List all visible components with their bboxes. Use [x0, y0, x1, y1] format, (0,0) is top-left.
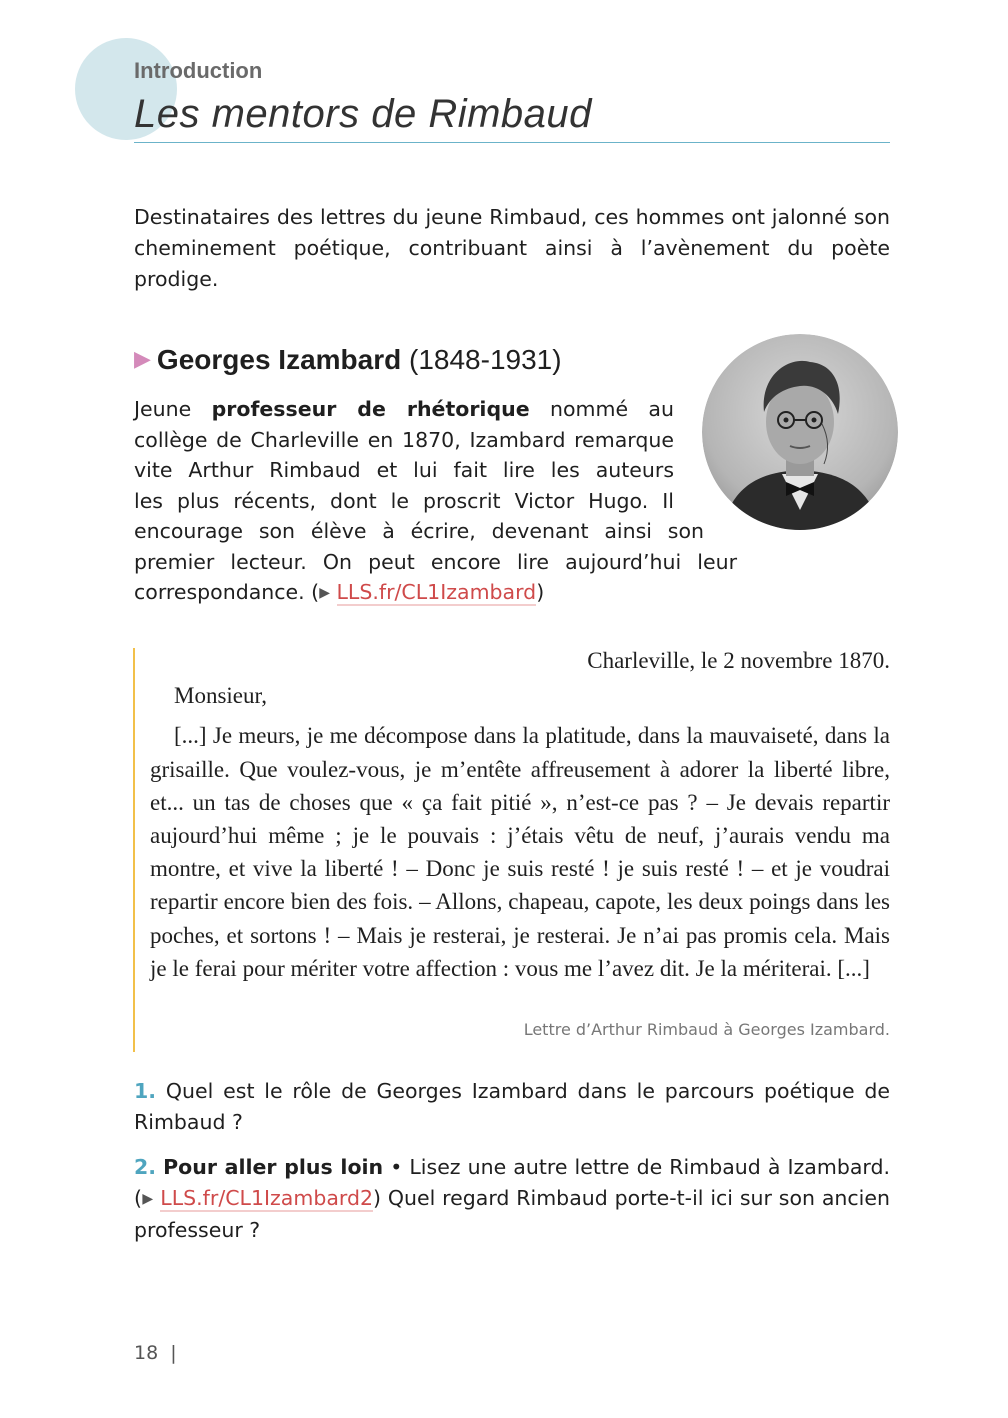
letter-salutation: Monsieur, [174, 683, 267, 709]
mentor-bio [134, 394, 737, 609]
bio-text: nommé au [529, 397, 674, 421]
bio-line: encourage son élève à écrire, devenant ainsi son [134, 519, 704, 543]
question-separator: • [383, 1155, 410, 1179]
mentor-dates: (1848-1931) [409, 344, 562, 375]
title-divider [134, 142, 890, 143]
bio-line [134, 577, 737, 609]
bio-text: correspondance. ( [134, 580, 320, 604]
bio-text: ) [536, 580, 545, 604]
question-text: ) Quel regard Rimbaud porte-t-il ici sur son ancien professeur ? [134, 1186, 890, 1242]
questions [134, 1076, 890, 1260]
question-text: Quel est le rôle de Georges Izambard dans le parcours poétique de Rimbaud ? [134, 1079, 890, 1134]
play-triangle-icon: ▶ [134, 346, 151, 371]
question-item [134, 1076, 890, 1138]
letter-source: Lettre d’Arthur Rimbaud à Georges Izambard. [523, 1020, 890, 1039]
letter-excerpt [150, 644, 890, 985]
question-text: Lisez une autre lettre de Rimbaud à Izambard. ( [134, 1155, 890, 1210]
letter-date: Charleville, le 2 novembre 1870. [587, 648, 890, 673]
bio-bold-text: professeur de rhétorique [211, 397, 530, 421]
page-separator: | [170, 1342, 177, 1364]
bio-line: vite Arthur Rimbaud et lui fait lire les auteurs [134, 458, 674, 482]
question-bold: Pour aller plus loin [163, 1155, 384, 1179]
bio-line: les plus récents, dont le proscrit Victor Hugo. Il [134, 488, 674, 513]
section-label: Introduction [134, 58, 263, 83]
letter-body: [...] Je meurs, je me décompose dans la platitude, dans la mauvaiseté, dans la grisaille. Que voulez-vous, je m’entête affreusement à adorer la liberté libre, et... un tas de choses que « ça fait pitié », n’est-ce pas ? – Je devais repartir aujourd’hui même ; je le pouvais : j’étais vêtu de neuf, j’aurais vendu ma montre, et vive la liberté ! – Donc je suis resté ! je suis resté ! – et je voudrai repartir encore bien des fois. – Allons, chapeau, capote, les deux poings dans les poches, et sortons ! – Mais je resterai, je resterai. Je n’ai pas promis cela. Mais je le ferai pour mériter votre affection : vous me l’avez dit. Je la mériterai. [...] [150, 723, 890, 981]
page-title: Les mentors de Rimbaud [134, 92, 592, 136]
bio-line: collège de Charleville en 1870, Izambard remarque [134, 427, 674, 452]
page-number: 18 [134, 1342, 159, 1364]
intro-paragraph: Destinataires des lettres du jeune Rimbaud, ces hommes ont jalonné son cheminement poétique, contribuant ainsi à l’avènement du poète prodige. [134, 205, 890, 291]
izambard2-link[interactable]: LLS.fr/CL1Izambard2 [160, 1186, 374, 1210]
question-number: 2. [134, 1155, 157, 1179]
mentor-heading [134, 344, 562, 376]
play-icon: ▶ [142, 1191, 154, 1207]
quote-bar [133, 648, 135, 1052]
mentor-name: Georges Izambard [156, 344, 402, 375]
question-item [134, 1152, 890, 1246]
play-icon: ▶ [319, 585, 330, 601]
izambard-link[interactable]: LLS.fr/CL1Izambard [336, 580, 537, 604]
bio-line [134, 394, 674, 425]
question-number: 1. [134, 1079, 157, 1103]
page-footer [134, 1342, 177, 1364]
bio-text: Jeune [134, 397, 212, 421]
bio-line: premier lecteur. On peut encore lire aujourd’hui leur [134, 549, 737, 574]
